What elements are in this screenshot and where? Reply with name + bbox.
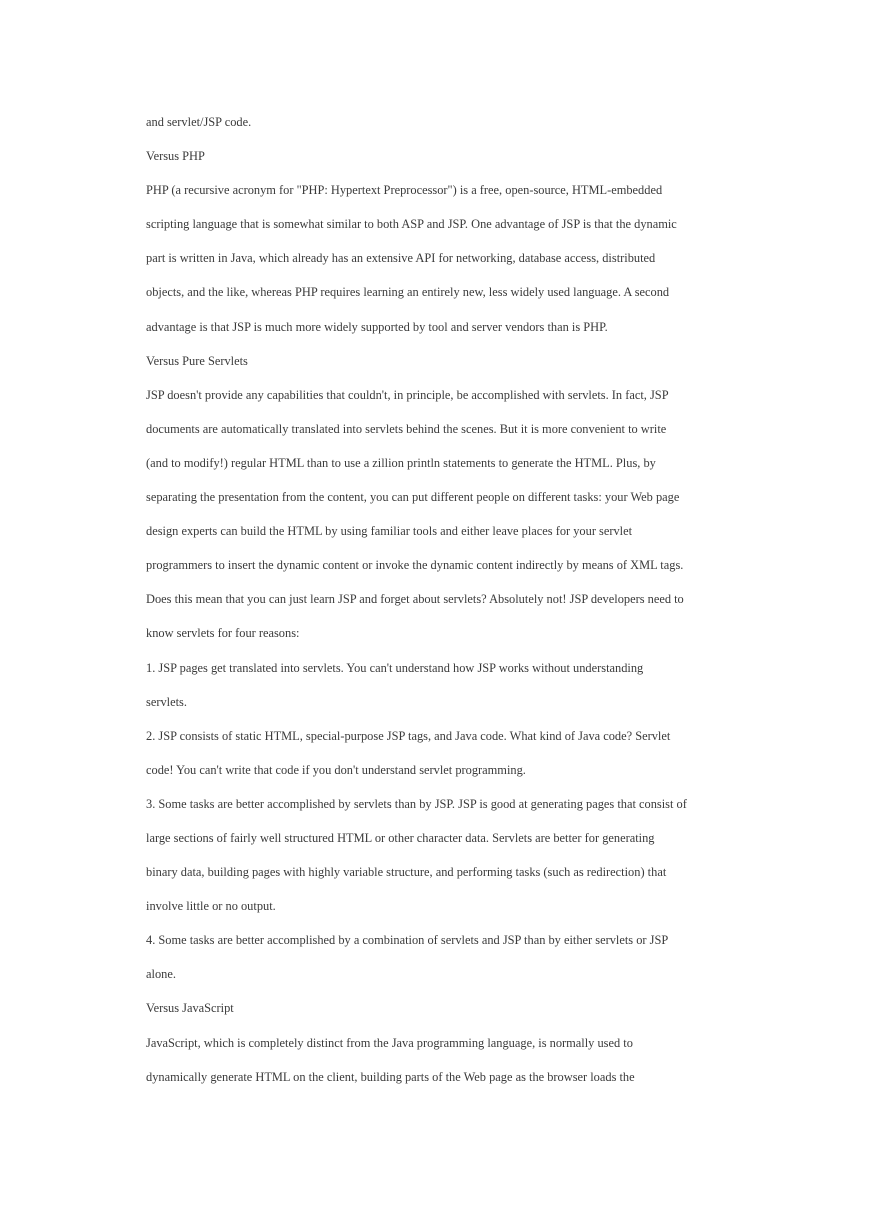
text-line: and servlet/JSP code. bbox=[146, 115, 252, 129]
text-line: programmers to insert the dynamic content or invoke the dynamic content indirectly by means of XML tags. bbox=[146, 558, 684, 573]
text-line: advantage is that JSP is much more widely supported by tool and server vendors than is PHP. bbox=[146, 319, 608, 334]
list-item-2: 2. JSP consists of static HTML, special-purpose JSP tags, and Java code. What kind of Java code? Servlet bbox=[146, 728, 671, 743]
list-item-4-continued: alone. bbox=[146, 967, 176, 982]
text-line: part is written in Java, which already has an extensive API for networking, database access, distributed bbox=[146, 251, 656, 266]
text-line: objects, and the like, whereas PHP requires learning an entirely new, less widely used language. A second bbox=[146, 285, 670, 300]
text-line: JSP doesn't provide any capabilities that couldn't, in principle, be accomplished with servlets. In fact, JSP bbox=[146, 387, 669, 402]
list-item-1: 1. JSP pages get translated into servlets. You can't understand how JSP works without understanding bbox=[146, 660, 644, 675]
text-line: JavaScript, which is completely distinct from the Java programming language, is normally used to bbox=[146, 1035, 633, 1050]
text-line: PHP (a recursive acronym for "PHP: Hypertext Preprocessor") is a free, open-source, HTML-embedded bbox=[146, 183, 663, 198]
text-line: dynamically generate HTML on the client, building parts of the Web page as the browser loads the bbox=[146, 1069, 635, 1084]
text-line: separating the presentation from the content, you can put different people on different tasks: your Web page bbox=[146, 490, 680, 505]
list-item-1-continued: servlets. bbox=[146, 694, 187, 709]
text-line: Does this mean that you can just learn JSP and forget about servlets? Absolutely not! JSP developers need to bbox=[146, 592, 684, 607]
section-heading-versus-php: Versus PHP bbox=[146, 149, 205, 164]
list-item-2-continued: code! You can't write that code if you don't understand servlet programming. bbox=[146, 762, 526, 777]
document-page bbox=[146, 111, 736, 1100]
text-line: documents are automatically translated into servlets behind the scenes. But it is more convenient to write bbox=[146, 421, 667, 436]
section-heading-versus-javascript: Versus JavaScript bbox=[146, 1001, 234, 1016]
list-item-3-continued: large sections of fairly well structured HTML or other character data. Servlets are better for generating bbox=[146, 830, 655, 845]
list-item-3-continued: involve little or no output. bbox=[146, 899, 276, 914]
list-item-3-continued: binary data, building pages with highly variable structure, and performing tasks (such as redirection) that bbox=[146, 865, 667, 880]
list-item-4: 4. Some tasks are better accomplished by a combination of servlets and JSP than by either servlets or JSP bbox=[146, 933, 669, 948]
section-heading-versus-pure-servlets: Versus Pure Servlets bbox=[146, 353, 248, 368]
text-line: know servlets for four reasons: bbox=[146, 626, 300, 641]
list-item-3: 3. Some tasks are better accomplished by servlets than by JSP. JSP is good at generating pages that consist of bbox=[146, 796, 687, 811]
text-line: design experts can build the HTML by using familiar tools and either leave places for your servlet bbox=[146, 524, 633, 539]
text-line: scripting language that is somewhat similar to both ASP and JSP. One advantage of JSP is that the dynamic bbox=[146, 217, 677, 232]
text-line: (and to modify!) regular HTML than to use a zillion println statements to generate the HTML. Plus, by bbox=[146, 455, 656, 470]
